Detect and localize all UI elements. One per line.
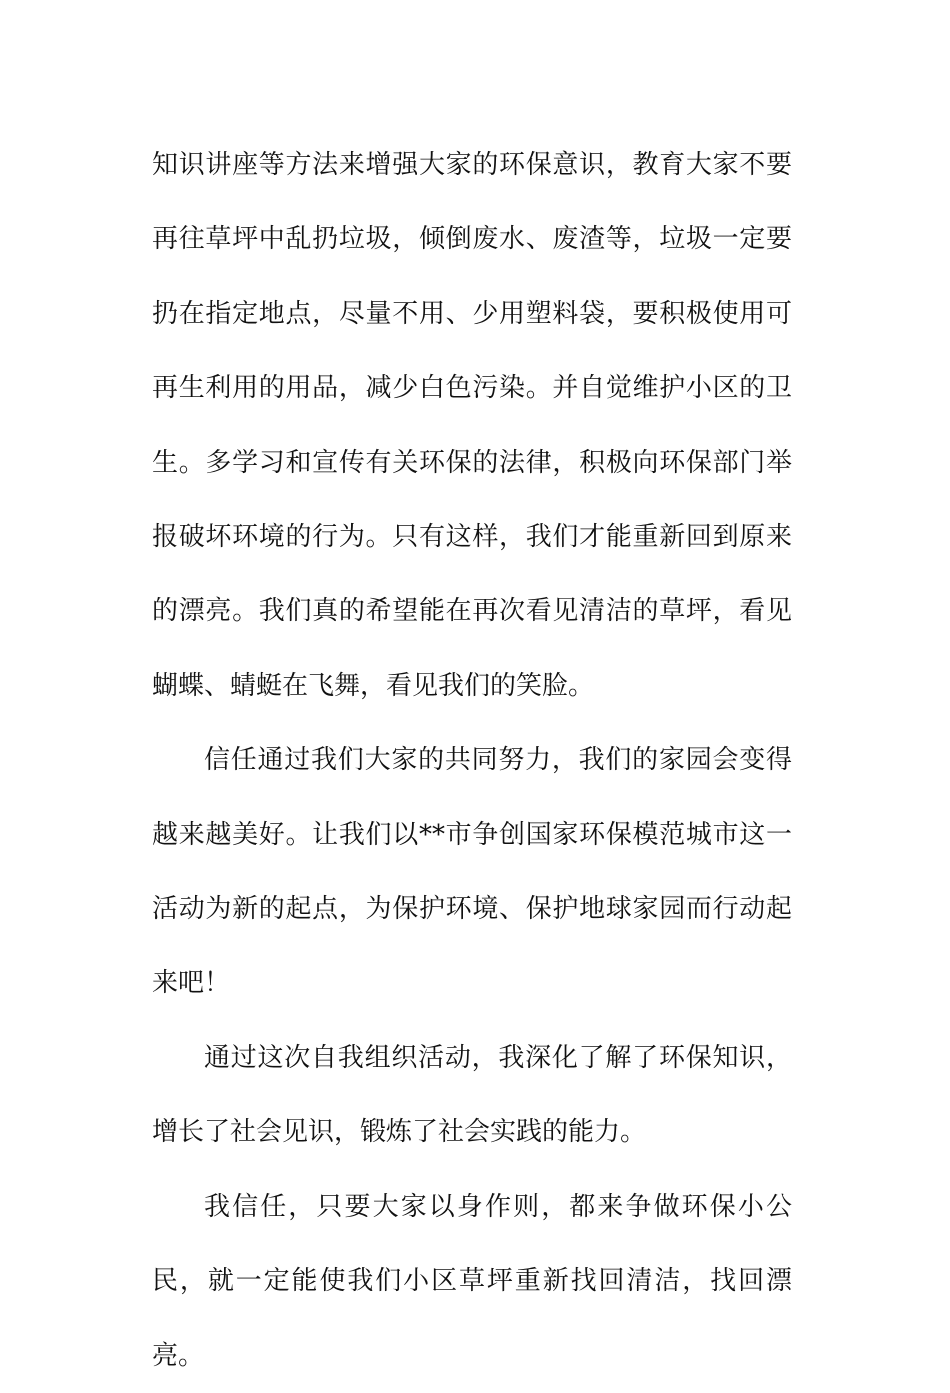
paragraph-activity-reflection: 通过这次自我组织活动，我深化了解了环保知识，增长了社会见识，锻炼了社会实践的能力。 (152, 1042, 792, 1148)
document-body (152, 128, 792, 1393)
paragraph-shared-effort: 信任通过我们大家的共同努力，我们的家园会变得越来越美好。让我们以**市争创国家环保模范城市这一活动为新的起点，为保护环境、保护地球家园而行动起来吧！ (152, 745, 792, 999)
paragraph-continuation: 知识讲座等方法来增强大家的环保意识，教育大家不要再往草坪中乱扔垃圾，倾倒废水、废渣等，垃圾一定要扔在指定地点，尽量不用、少用塑料袋，要积极使用可再生利用的用品，减少白色污染。并自觉维护小区的卫生。多学习和宣传有关环保的法律，积极向环保部门举报破坏环境的行为。只有这样，我们才能重新回到原来的漂亮。我们真的希望能在再次看见清洁的草坪，看见蝴蝶、蜻蜓在飞舞，看见我们的笑脸。 (152, 150, 792, 701)
paragraph-conclusion: 我信任，只要大家以身作则，都来争做环保小公民，就一定能使我们小区草坪重新找回清洁，找回漂亮。 (152, 1191, 792, 1371)
